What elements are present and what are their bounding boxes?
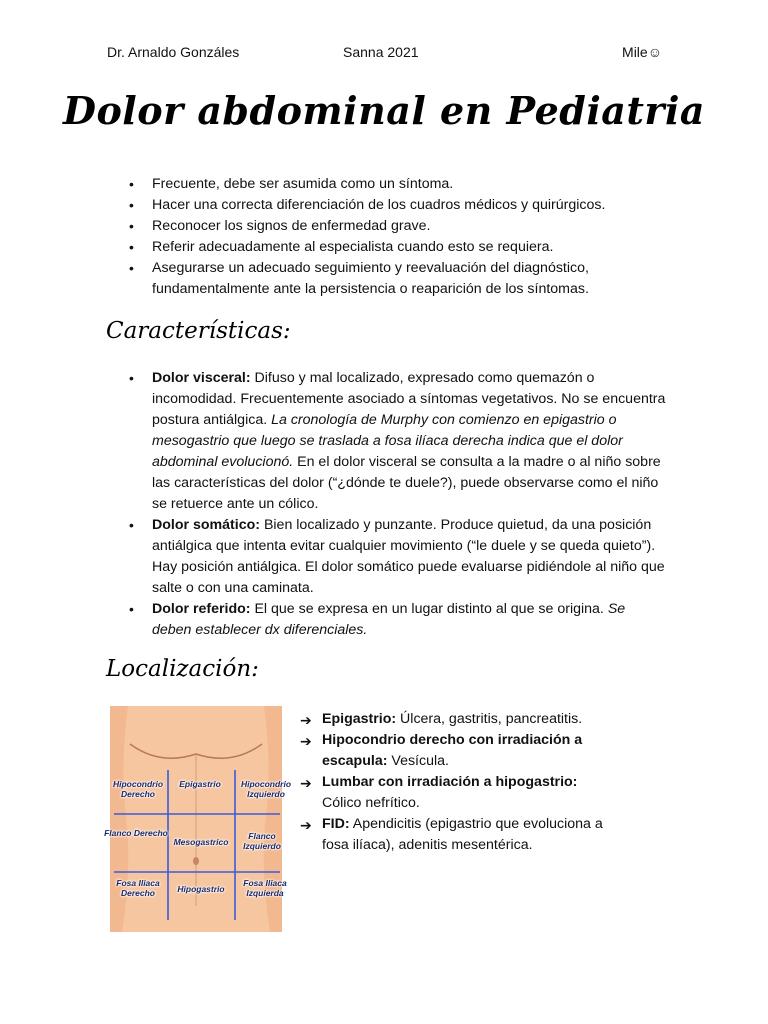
description: Vesícula.	[387, 753, 449, 769]
list-item: • Frecuente, debe ser asumida como un síntoma.	[107, 174, 667, 195]
list-item	[300, 772, 620, 814]
arrow-right-icon: ➔	[300, 817, 312, 833]
list-item: • Hacer una correcta diferenciación de los cuadros médicos y quirúrgicos.	[107, 195, 667, 216]
list-item: • Referir adecuadamente al especialista cuando esto se requiera.	[107, 237, 667, 258]
localizacion-list	[300, 709, 620, 856]
label-fosa-iliaca-derecha: Fosa Iliaca Derecho	[116, 878, 160, 898]
label-epigastrio: Epigastrio	[179, 779, 221, 789]
page-title: Dolor abdominal en Pediatria	[62, 88, 706, 133]
label-mesogastrico: Mesogastrico	[173, 837, 229, 847]
arrow-right-icon: ➔	[300, 712, 312, 728]
abdomen-illustration	[110, 706, 282, 932]
list-item: • Reconocer los signos de enfermedad grave.	[107, 216, 667, 237]
arrow-right-icon: ➔	[300, 733, 312, 749]
term: Lumbar con irradiación a hipogastrio:	[322, 774, 578, 790]
description: El que se expresa en un lugar distinto al que se origina.	[250, 601, 608, 617]
list-item	[300, 730, 620, 772]
term: Hipocondrio derecho con irradiación a escapula:	[322, 732, 583, 769]
list-item	[300, 814, 620, 856]
abdomen-regions-figure	[104, 706, 292, 932]
list-item-somatico	[107, 515, 667, 599]
page-header	[107, 44, 662, 64]
list-item	[300, 709, 620, 730]
label-flanco-izquierdo: Flanco Izquierdo	[243, 831, 281, 851]
description: Apendicitis (epigastrio que evoluciona a fosa ilíaca), adenitis mesentérica.	[322, 816, 603, 853]
italic-note: Se deben establecer dx diferenciales.	[152, 601, 626, 638]
list-item: • Asegurarse un adecuado seguimiento y reevaluación del diagnóstico, fundamentalmente ante la persistencia o reaparición de los síntomas.	[107, 258, 667, 300]
header-signature: Mile☺	[622, 44, 662, 60]
section-heading-caracteristicas: Características:	[106, 318, 291, 344]
label-hipocondrio-derecho: Hipocondrio Derecho	[112, 779, 164, 799]
term: Dolor somático:	[152, 517, 260, 533]
description: Cólico nefrítico.	[322, 795, 420, 811]
list-item-referido	[107, 599, 667, 641]
intro-list	[107, 174, 667, 300]
term: Epigastrio:	[322, 711, 397, 727]
label-hipocondrio-izquierdo: Hipocondrio Izquierdo	[240, 779, 292, 799]
term: Dolor referido:	[152, 601, 251, 617]
header-author: Dr. Arnaldo Gonzáles	[107, 44, 240, 60]
description: Difuso y mal localizado, expresado como quemazón o incomodidad. Frecuentemente asociado a síntomas vegetativos. No se encuentra postura antiálgica.	[152, 370, 666, 428]
description: Úlcera, gastritis, pancreatitis.	[396, 711, 583, 727]
description: En el dolor visceral se consulta a la madre o al niño sobre las características del dolor (“¿dónde te duele?), puede observarse como el niño se retuerce ante un cólico.	[152, 454, 661, 512]
list-item-visceral	[107, 368, 667, 515]
caracteristicas-list	[107, 368, 667, 641]
section-heading-localizacion: Localización:	[106, 656, 259, 682]
label-fosa-iliaca-izquierda: Fosa Iliaca Izquierda	[243, 878, 287, 898]
italic-note: La cronología de Murphy con comienzo en epigastrio o mesogastrio que luego se traslada a fosa ilíaca derecha indica que el dolor abdominal evolucionó.	[152, 412, 623, 470]
arrow-right-icon: ➔	[300, 775, 312, 791]
description: Bien localizado y punzante. Produce quietud, da una posición antiálgica que intenta evitar cualquier movimiento (“le duele y se queda quieto”). Hay posición antiálgica. El dolor somático puede evaluarse pidiéndole al niño que salte o con una caminata.	[152, 517, 665, 596]
term: Dolor visceral:	[152, 370, 251, 386]
header-date: Sanna 2021	[343, 44, 419, 60]
label-hipogastrio: Hipogastrio	[177, 884, 225, 894]
term: FID:	[322, 816, 350, 832]
label-flanco-derecho: Flanco Derecho	[104, 828, 168, 838]
